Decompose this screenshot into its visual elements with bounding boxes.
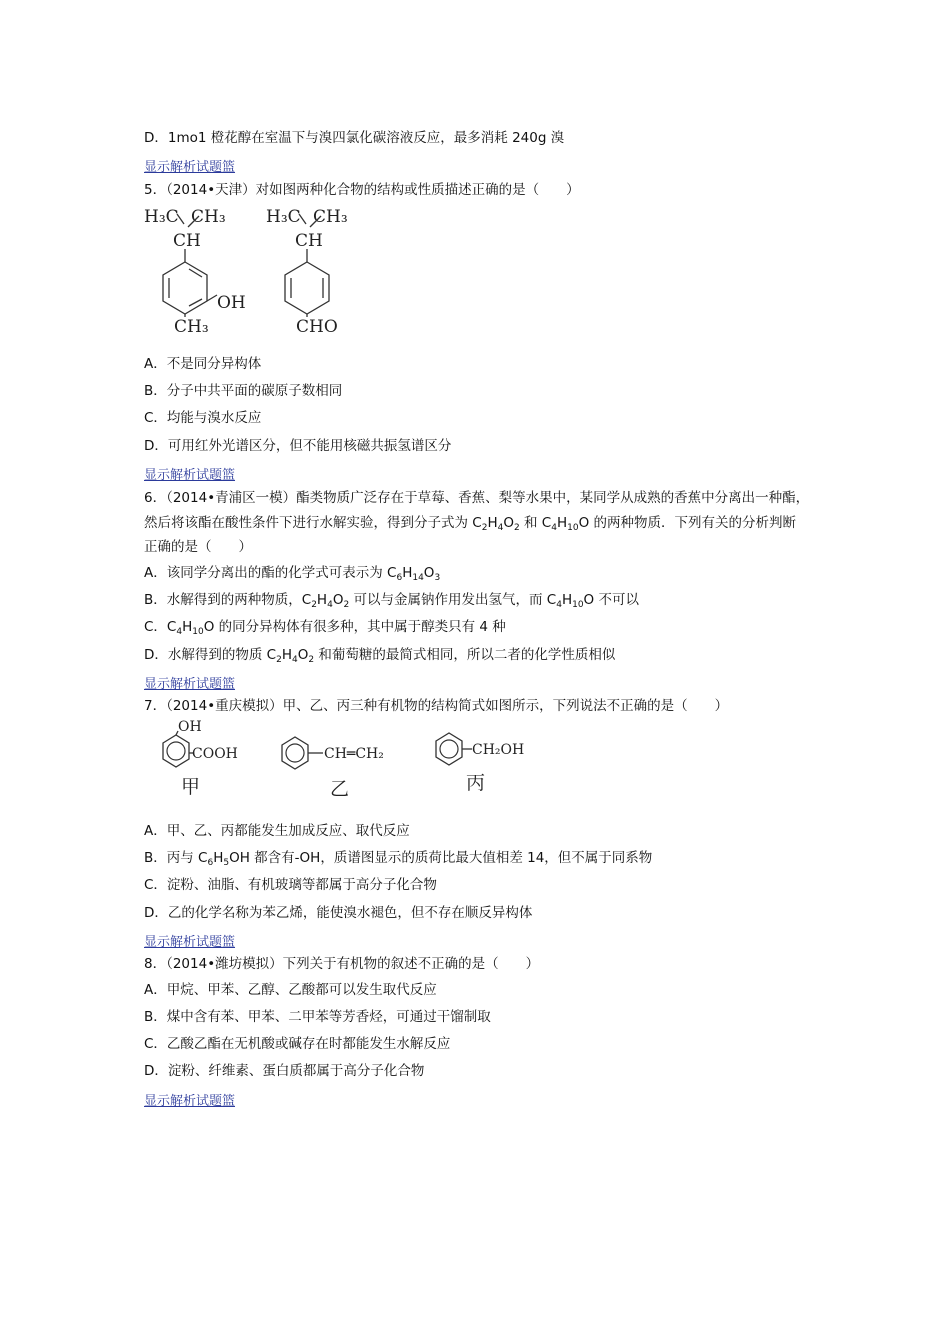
q5-left-ch3-bottom: CH₃ xyxy=(174,317,209,337)
q5-left-oh: OH xyxy=(217,293,246,313)
q7-structure-yi xyxy=(278,719,408,799)
q6-stem-line2: 然后将该酯在酸性条件下进行水解实验，得到分子式为 $C_2H_4O_2$ 和 $C_4H_{10}O$ 的两种物质．下列有关的分析判断 xyxy=(144,515,797,533)
q5-option-b: B．分子中共平面的碳原子数相同 xyxy=(144,383,343,399)
q7-bing-ch2oh: CH₂OH xyxy=(472,742,525,758)
q6-stem-line1: 6．（2014•青浦区一模）酯类物质广泛存在于草莓、香蕉、梨等水果中，某同学从成熟的香蕉中分离出一种酯， xyxy=(144,490,810,506)
q7-structure-jia xyxy=(146,719,246,799)
q5-right-cho: CHO xyxy=(296,317,338,337)
q5-left-ch3-top: CH₃ xyxy=(191,207,226,227)
q7-option-c: C．淀粉、油脂、有机玻璃等都属于高分子化合物 xyxy=(144,877,437,893)
q4-option-d: D．1mo1 橙花醇在室温下与溴四氯化碳溶液反应，最多消耗 240g 溴 xyxy=(144,130,565,146)
q5-option-c: C．均能与溴水反应 xyxy=(144,410,262,426)
q7-structure-bing xyxy=(432,719,542,799)
q6-option-a: A．该同学分离出的酯的化学式可表示为 $C_6H_{14}O_3$ xyxy=(144,565,441,583)
q5-option-d: D．可用红外光谱区分，但不能用核磁共振氢谱区分 xyxy=(144,438,452,454)
q5-right-ch: CH xyxy=(295,231,323,251)
q7-option-d: D．乙的化学名称为苯乙烯，能使溴水褪色，但不存在顺反异构体 xyxy=(144,905,533,921)
q8-stem: 8．（2014•潍坊模拟）下列关于有机物的叙述不正确的是（ ） xyxy=(144,956,540,972)
q7-jia-oh: OH xyxy=(178,719,202,735)
q7-jia-cooh: COOH xyxy=(192,746,238,762)
q5-structure-left xyxy=(144,205,254,335)
q8-option-c: C．乙酸乙酯在无机酸或碱存在时都能发生水解反应 xyxy=(144,1036,451,1052)
q7-show-analysis-link[interactable]: 显示解析试题篮 xyxy=(144,935,236,950)
q5-right-ch3-top: CH₃ xyxy=(313,207,348,227)
q6-option-b: B．水解得到的两种物质，$C_2H_4O_2$ 可以与金属钠作用发出氢气，而 $C_4H_{10}O$ 不可以 xyxy=(144,592,639,610)
q6-show-analysis-link[interactable]: 显示解析试题篮 xyxy=(144,677,236,692)
q8-option-a: A．甲烷、甲苯、乙醇、乙酸都可以发生取代反应 xyxy=(144,982,437,998)
q6-option-c: C．$C_4H_{10}O$ 的同分异构体有很多种，其中属于醇类只有 4 种 xyxy=(144,619,506,637)
q7-option-b: B．丙与 $C_6H_5OH$ 都含有-OH，质谱图显示的质荷比最大值相差 14，但不属于同系物 xyxy=(144,850,653,868)
q7-stem: 7．（2014•重庆模拟）甲、乙、丙三种有机物的结构简式如图所示，下列说法不正确的是（ ） xyxy=(144,698,729,714)
q5-structure-right xyxy=(266,205,366,335)
q7-jia-label: 甲 xyxy=(181,776,201,798)
q5-right-h3c: H₃C xyxy=(266,207,301,227)
q7-option-a: A．甲、乙、丙都能发生加成反应、取代反应 xyxy=(144,823,410,839)
q5-stem: 5．（2014•天津）对如图两种化合物的结构或性质描述正确的是（ ） xyxy=(144,182,580,198)
q5-option-a: A．不是同分异构体 xyxy=(144,356,262,372)
q5-left-h3c: H₃C xyxy=(144,207,179,227)
q4-show-analysis-link[interactable]: 显示解析试题篮 xyxy=(144,160,236,175)
q7-yi-vinyl: CH═CH₂ xyxy=(324,746,384,762)
q5-show-analysis-link[interactable]: 显示解析试题篮 xyxy=(144,468,236,483)
q7-yi-label: 乙 xyxy=(330,778,350,800)
q6-stem-line3: 正确的是（ ） xyxy=(144,539,252,555)
q7-bing-label: 丙 xyxy=(466,772,486,794)
q5-left-ch: CH xyxy=(173,231,201,251)
q8-option-d: D．淀粉、纤维素、蛋白质都属于高分子化合物 xyxy=(144,1063,425,1079)
q8-option-b: B．煤中含有苯、甲苯、二甲苯等芳香烃，可通过干馏制取 xyxy=(144,1009,491,1025)
q6-option-d: D．水解得到的物质 $C_2H_4O_2$ 和葡萄糖的最简式相同，所以二者的化学性质相似 xyxy=(144,647,616,665)
q8-show-analysis-link[interactable]: 显示解析试题篮 xyxy=(144,1094,236,1109)
